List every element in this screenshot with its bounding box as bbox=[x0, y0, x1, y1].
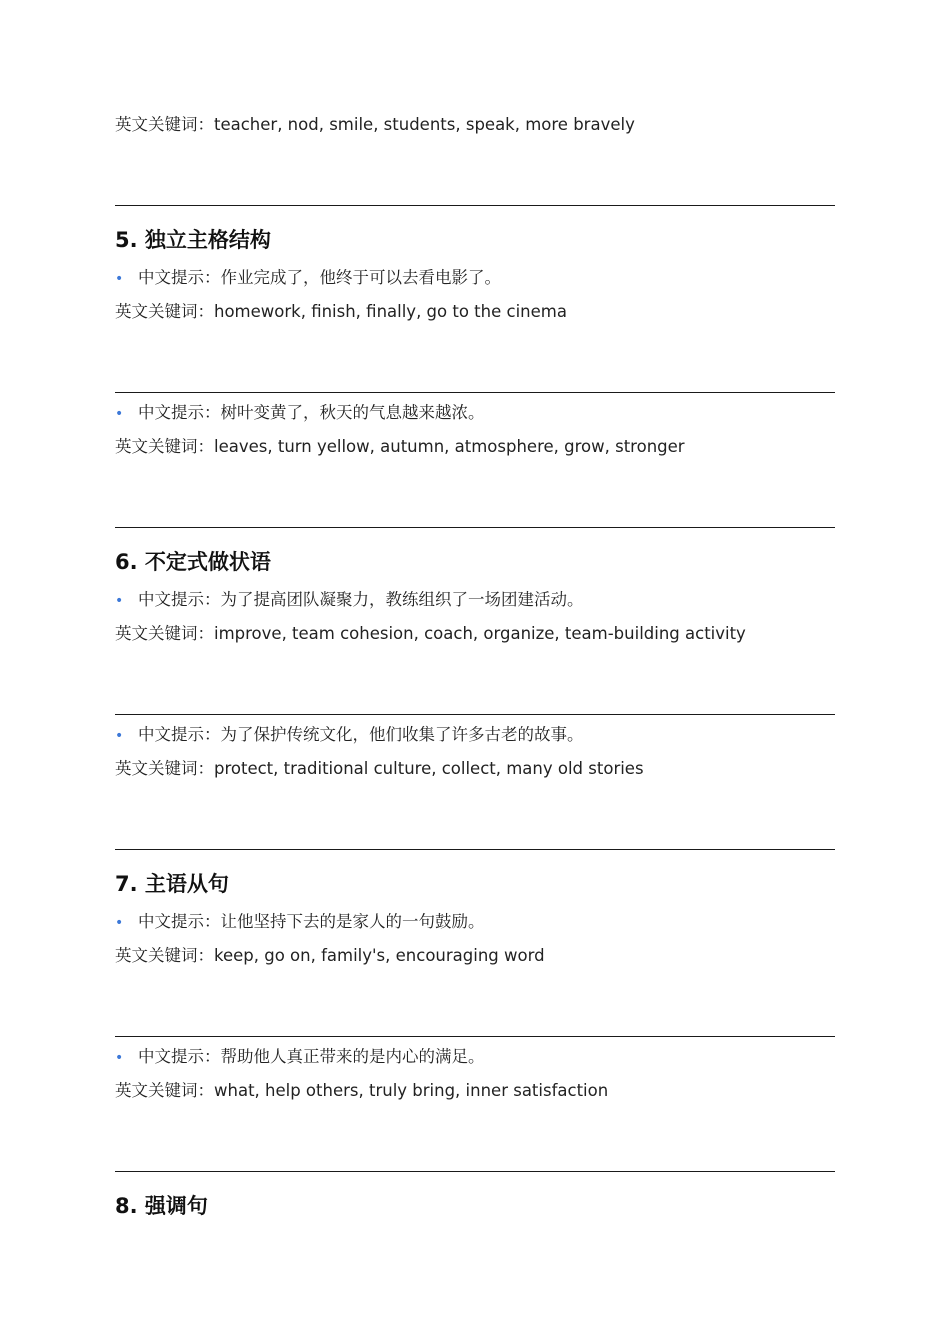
keywords-line bbox=[115, 945, 545, 967]
hint-line bbox=[115, 402, 485, 425]
hint-text: 帮助他人真正带来的是内心的满足。 bbox=[220, 1047, 485, 1066]
hint-label: 中文提示： bbox=[138, 725, 221, 744]
section-heading: 6. 不定式做状语 bbox=[115, 550, 271, 574]
hint-label: 中文提示： bbox=[138, 912, 221, 931]
keywords-label: 英文关键词： bbox=[115, 624, 214, 643]
keywords-label: 英文关键词： bbox=[115, 437, 214, 456]
section-heading: 5. 独立主格结构 bbox=[115, 228, 271, 252]
divider bbox=[115, 205, 835, 206]
keywords-line bbox=[115, 301, 567, 323]
keywords-label: 英文关键词： bbox=[115, 115, 214, 134]
hint-label: 中文提示： bbox=[138, 590, 221, 609]
keywords-line bbox=[115, 623, 746, 645]
keywords-value: protect, traditional culture, collect, many old stories bbox=[214, 759, 644, 778]
keywords-line bbox=[115, 758, 644, 780]
bullet-icon: • bbox=[115, 728, 124, 744]
section-heading: 7. 主语从句 bbox=[115, 872, 229, 896]
keywords-value: teacher, nod, smile, students, speak, more bravely bbox=[214, 115, 635, 134]
divider bbox=[115, 714, 835, 715]
divider bbox=[115, 849, 835, 850]
keywords-value: improve, team cohesion, coach, organize, team-building activity bbox=[214, 624, 746, 643]
hint-text: 作业完成了，他终于可以去看电影了。 bbox=[220, 268, 501, 287]
keywords-line bbox=[115, 436, 685, 458]
hint-label: 中文提示： bbox=[138, 403, 221, 422]
hint-text: 让他坚持下去的是家人的一句鼓励。 bbox=[220, 912, 485, 931]
keywords-line bbox=[115, 114, 635, 136]
hint-text: 为了提高团队凝聚力，教练组织了一场团建活动。 bbox=[220, 590, 584, 609]
hint-line bbox=[115, 724, 584, 747]
divider bbox=[115, 527, 835, 528]
hint-text: 树叶变黄了，秋天的气息越来越浓。 bbox=[220, 403, 485, 422]
section-heading: 8. 强调句 bbox=[115, 1194, 208, 1218]
divider bbox=[115, 1036, 835, 1037]
hint-line bbox=[115, 1046, 485, 1069]
keywords-label: 英文关键词： bbox=[115, 302, 214, 321]
hint-line bbox=[115, 911, 485, 934]
keywords-value: keep, go on, family's, encouraging word bbox=[214, 946, 545, 965]
hint-text: 为了保护传统文化，他们收集了许多古老的故事。 bbox=[220, 725, 584, 744]
keywords-value: leaves, turn yellow, autumn, atmosphere, grow, stronger bbox=[214, 437, 685, 456]
bullet-icon: • bbox=[115, 593, 124, 609]
keywords-value: homework, finish, finally, go to the cinema bbox=[214, 302, 567, 321]
hint-line bbox=[115, 589, 584, 612]
divider bbox=[115, 392, 835, 393]
hint-line bbox=[115, 267, 501, 290]
bullet-icon: • bbox=[115, 406, 124, 422]
divider bbox=[115, 1171, 835, 1172]
bullet-icon: • bbox=[115, 1050, 124, 1066]
hint-label: 中文提示： bbox=[138, 268, 221, 287]
keywords-label: 英文关键词： bbox=[115, 759, 214, 778]
keywords-label: 英文关键词： bbox=[115, 1081, 214, 1100]
bullet-icon: • bbox=[115, 271, 124, 287]
bullet-icon: • bbox=[115, 915, 124, 931]
hint-label: 中文提示： bbox=[138, 1047, 221, 1066]
keywords-line bbox=[115, 1080, 608, 1102]
keywords-label: 英文关键词： bbox=[115, 946, 214, 965]
keywords-value: what, help others, truly bring, inner satisfaction bbox=[214, 1081, 609, 1100]
